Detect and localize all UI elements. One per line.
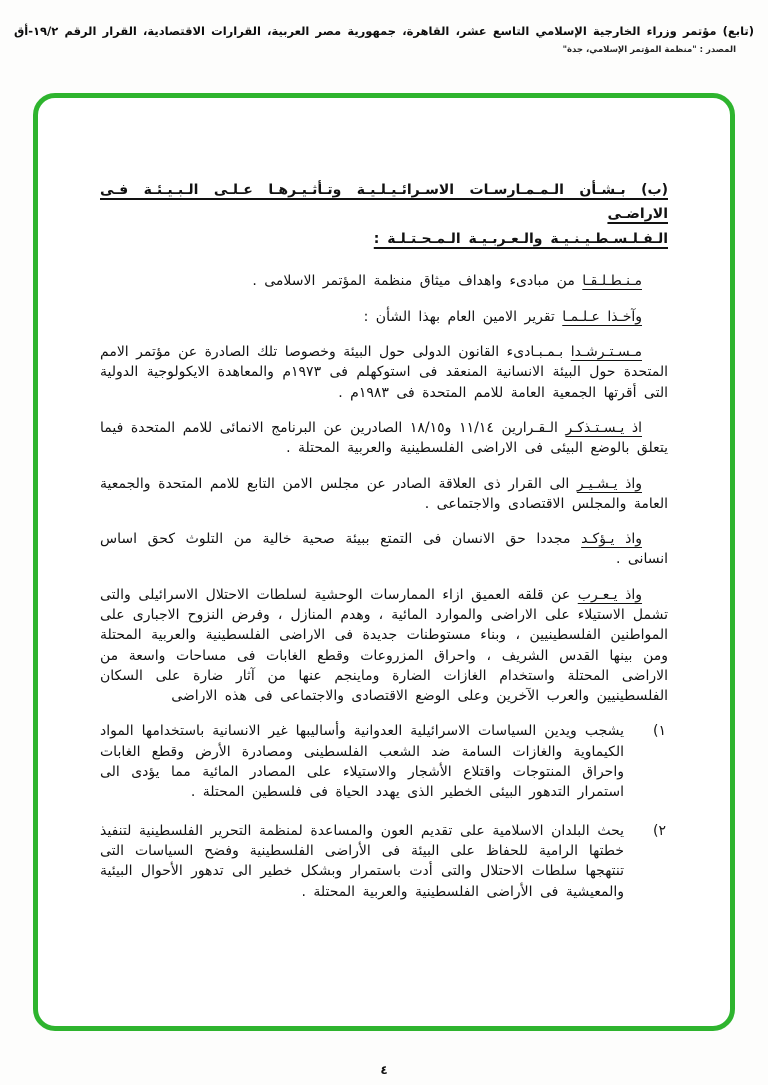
- paragraph-text: الـقـرارين ١١/١٤ و١٨/١٥ الصادرين عن البرنامج الانمائى للامم المتحدة فيما يتعلق بالوضع البيئى فى الاراضى الفلسطينية والعربية المحتلة .: [100, 419, 668, 457]
- scan-content: [38, 98, 730, 902]
- paragraph-lead: واذ يـعـرب: [577, 586, 643, 603]
- section-heading-line-1: (ب) بـشـأن الـمـمـارسـات الاسـرائـيـلـيـة وتـأثـيـرهـا عـلـى الـبـيـئـة فـى الاراضـى: [100, 181, 668, 223]
- paragraph-preamble-4: [100, 418, 668, 459]
- item-number: ١): [653, 723, 666, 740]
- paragraph-text: مجددا حق الانسان فى التمتع ببيئة صحية خالية من التلوث كحق اساس انسانى .: [100, 531, 668, 568]
- header-source: المصدر : "منظمة المؤتمر الإسلامي، جدة": [562, 44, 736, 55]
- paragraph-lead: وآخـذا عـلـمـا: [562, 308, 642, 325]
- paragraph-preamble-5: [100, 474, 668, 515]
- section-heading: [100, 178, 668, 252]
- paragraph-lead: اذ يـسـتـذكـر: [565, 419, 642, 436]
- page-number: ٤: [380, 1063, 388, 1077]
- resolution-item-2: [100, 821, 668, 902]
- paragraph-text: من مبادىء واهداف ميثاق منظمة المؤتمر الاسلامى .: [252, 273, 583, 290]
- item-text: يحث البلدان الاسلامية على تقديم العون والمساعدة لمنظمة التحرير الفلسطينية لتنفيذ خطتها الرامية للحفاظ على البيئة فى الأراضى الفلسطينية وفضح السياسات التى تنتهجها سلطات الاحتلال والتى أدت باستمرار وبشكل خطير الى تدهور الأحوال البيئية والمعيشية فى الأراضى الفلسطينية والعربية المحتلة .: [100, 822, 624, 900]
- paragraph-lead: مـنـطـلـقـا: [582, 273, 642, 290]
- paragraph-lead: واذ يـشـيـر: [576, 475, 642, 492]
- paragraph-preamble-3: [100, 342, 668, 403]
- header-title: (تابع) مؤتمر وزراء الخارجية الإسلامي التاسع عشر، القاهرة، جمهورية مصر العربية، القرارات الاقتصادية، القرار الرقم ١٩/٢-أق: [14, 24, 754, 38]
- paragraph-text: بـمـبـادىء القانون الدولى حول البيئة وخصوصا تلك الصادرة عن مؤتمر الامم المتحدة حول البيئة الانسانية المنعقد فى استوكهلم فى ١٩٧٣م والمعاهدة الايكولوجية الدولية التى أقرتها الجمعية العامة للامم المتحدة فى ١٩٨٣م .: [100, 344, 668, 401]
- section-heading-line-2: الـفـلـسـطـيـنـيـة والـعـربـيـة الـمـحـتـلـة :: [373, 230, 668, 247]
- paragraph-lead: واذ يـؤكـد: [581, 531, 642, 548]
- paragraph-text: الى القرار ذى العلاقة الصادر عن مجلس الامن التابع للامم المتحدة والجمعية العامة والمجلس الاقتصادى والاجتماعى .: [100, 475, 668, 512]
- paragraph-lead: مـسـتـرشـدا: [570, 344, 642, 361]
- scan-frame: [33, 93, 735, 1031]
- resolution-item-1: [100, 721, 668, 802]
- paragraph-preamble-1: [100, 271, 668, 291]
- paragraph-text: تقرير الامين العام بهذا الشأن :: [363, 308, 563, 325]
- paragraph-preamble-7: [100, 585, 668, 707]
- item-number: ٢): [653, 822, 666, 839]
- paragraph-text: عن قلقه العميق ازاء الممارسات الوحشية لسلطات الاحتلال الاسرائيلى والتى تشمل الاستيلاء على الاراضى والموارد المائية ، وهدم المنازل ، وفرض النزوح الاجبارى على المواطنين الفلسطينيين ، وبناء مستوطنات جديدة فى الاراضى الفلسطينية والعربية المحتلة ومن بينها القدس الشريف ، واحراق المزروعات وقطع الغابات فى مساحات واسعة من الاراضى المحتلة واستخدام الغازات الضارة وماينجم عنها من آثار ضارة على السكان الفلسطينيين والعرب الآخرين وعلى الوضع الاقتصادى والاجتماعى فى هذه الاراضى: [100, 586, 668, 705]
- document-header: [0, 0, 768, 55]
- item-text: يشجب ويدين السياسات الاسرائيلية العدوانية وأساليبها غير الانسانية باستخدامها المواد الكيماوية والغازات السامة ضد الشعب الفلسطينى ومصادرة الأرض وقطع الغابات واحراق المنتوجات واقتلاع الأشجار والاستيلاء على المصادر المائية مما يؤدى الى استمرار التدهور البيئى الخطير الذى يهدد الحياة فى فلسطين المحتلة .: [100, 723, 624, 801]
- paragraph-preamble-2: [100, 307, 668, 327]
- paragraph-preamble-6: [100, 529, 668, 570]
